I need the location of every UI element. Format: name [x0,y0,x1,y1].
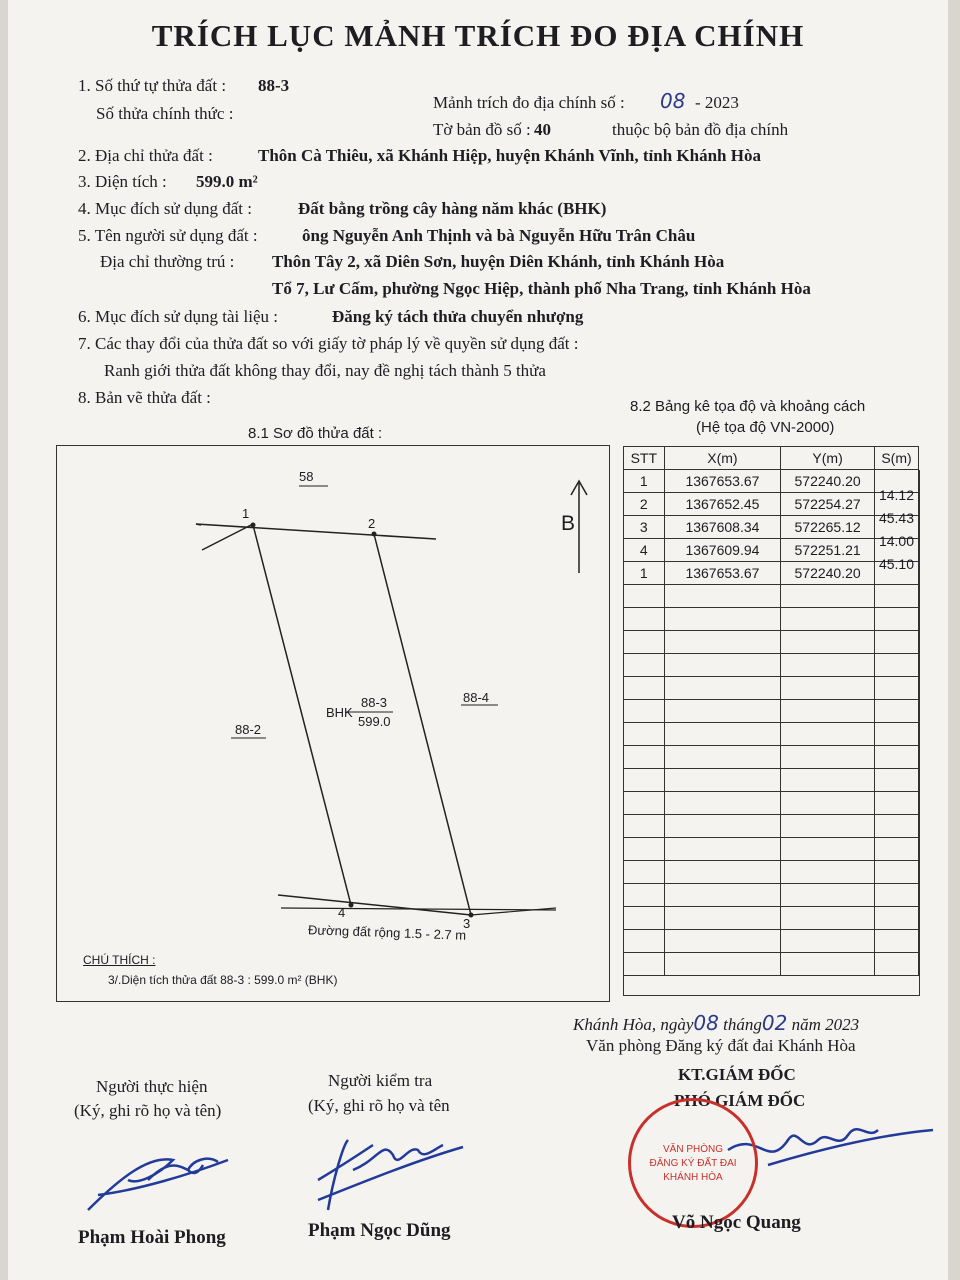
performer-title: Người thực hiện [96,1077,208,1096]
road-label: Đường đất rộng 1.5 - 2.7 m [307,922,467,943]
doc-purpose: Đăng ký tách thửa chuyển nhượng [332,307,584,326]
cell-s: 14.12 [874,481,918,504]
neighbor-left-label: 88-2 [235,722,262,737]
doc-purpose-label: 6. Mục đích sử dụng tài liệu : [78,307,278,326]
residence-label: Địa chỉ thường trú : [100,252,235,271]
checker-title: Người kiểm tra [328,1071,433,1090]
table-header-row [624,447,919,470]
changes: Ranh giới thửa đất không thay đổi, nay đề nghị tách thành 5 thửa [104,361,546,380]
parcel-type-label: BHK [326,705,353,720]
owner: ông Nguyễn Anh Thịnh và bà Nguyễn Hữu Trân Châu [302,226,696,245]
boundary-stub [196,524,201,525]
cell-x: 1367652.45 [664,493,781,516]
sheet-suffix: thuộc bộ bản đồ địa chính [612,120,789,139]
office-stamp [628,1098,758,1228]
director-title-2: PHÓ GIÁM ĐỐC [674,1091,806,1110]
document-page [8,0,948,1280]
neighbor-right-label: 88-4 [463,690,490,705]
map-sheet-label: Mảnh trích đo địa chính số : [433,93,625,112]
date-month: 02 [761,1011,788,1035]
point-label-4: 4 [338,905,346,920]
edge-4-3 [278,895,471,915]
point-4-mark [349,903,354,908]
cell-stt: 3 [624,516,665,539]
col-stt: STT [624,447,665,470]
cell-stt: 2 [624,493,665,516]
purpose-label: 4. Mục đích sử dụng đất : [78,199,253,218]
date-place [573,1011,859,1035]
north-label: B [561,512,576,535]
point-label-1: 1 [242,506,250,521]
stamp-line-3: KHÁNH HÒA [663,1172,723,1183]
cell-y: 572254.27 [781,493,875,516]
point-2-mark [372,532,377,537]
director-title-1: KT.GIÁM ĐỐC [678,1065,796,1084]
table-heading-2: (Hệ tọa độ VN-2000) [696,419,835,436]
cell-y: 572240.20 [781,470,875,493]
stamp-line-2: ĐĂNG KÝ ĐẤT ĐAI [649,1158,737,1169]
cell-x: 1367653.67 [664,470,781,493]
table-frame-extension [623,470,920,996]
residence-2: Tổ 7, Lư Cấm, phường Ngọc Hiệp, thành phố Nha Trang, tỉnh Khánh Hòa [272,279,811,298]
parcel-no-label: 1. Số thứ tự thửa đất : [78,76,227,95]
performer-note: (Ký, ghi rõ họ và tên) [74,1101,222,1120]
cell-y: 572265.12 [781,516,875,539]
road-line-top [196,524,436,539]
map-sheet-no: 08 [660,89,686,113]
date-year: năm 2023 [791,1015,860,1034]
parcel-area-label: 599.0 [358,714,391,729]
neighbor-edge [202,524,253,550]
checker-name: Phạm Ngọc Dũng [308,1220,451,1241]
official-no-label: Số thửa chính thức : [96,104,234,123]
cell-s: 45.10 [874,550,918,573]
owner-label: 5. Tên người sử dụng đất : [78,226,258,245]
area: 599.0 m² [196,172,258,191]
address-label: 2. Địa chỉ thửa đất : [78,146,213,165]
col-y: Y(m) [781,447,875,470]
sheet-no: 40 [534,120,551,139]
cell-s: 45.43 [874,504,918,527]
director-name: Võ Ngọc Quang [672,1212,801,1233]
cell-stt: 1 [624,562,665,585]
diagram-heading: 8.1 Sơ đồ thửa đất : [248,425,383,442]
table-heading-1: 8.2 Bảng kê tọa độ và khoảng cách [630,398,866,415]
col-s: S(m) [874,447,918,470]
parcel-id-label: 88-3 [361,695,388,710]
performer-name: Phạm Hoài Phong [78,1227,226,1248]
col-x: X(m) [664,447,781,470]
date-month-label: tháng [723,1015,762,1034]
performer-signature [78,1140,238,1220]
point-label-2: 2 [368,516,376,531]
cell-y: 572251.21 [781,539,875,562]
address: Thôn Cà Thiêu, xã Khánh Hiệp, huyện Khánh Vĩnh, tỉnh Khánh Hòa [258,146,761,165]
drawing-label: 8. Bản vẽ thửa đất : [78,388,211,407]
office-name: Văn phòng Đăng ký đất đai Khánh Hòa [586,1036,856,1055]
legend-text: 3/.Diện tích thửa đất 88-3 : 599.0 m² (BHK) [108,973,338,987]
parcel-no: 88-3 [258,76,290,95]
checker-note: (Ký, ghi rõ họ và tên [308,1096,450,1115]
date-prefix: Khánh Hòa, ngày [573,1015,694,1034]
cell-s: 14.00 [874,527,918,550]
changes-label: 7. Các thay đổi của thửa đất so với giấy tờ pháp lý về quyền sử dụng đất : [78,334,579,353]
purpose: Đất bằng trồng cây hàng năm khác (BHK) [298,199,607,218]
sheet-label: Tờ bản đồ số : [433,120,531,139]
cell-stt: 4 [624,539,665,562]
document-title: TRÍCH LỤC MẢNH TRÍCH ĐO ĐỊA CHÍNH [151,18,805,53]
point-label-3: 3 [463,916,471,931]
legend-title: CHÚ THÍCH : [83,953,156,967]
residence-1: Thôn Tây 2, xã Diên Sơn, huyện Diên Khánh, tỉnh Khánh Hòa [272,252,725,271]
cell-x: 1367609.94 [664,539,781,562]
date-day: 08 [693,1011,719,1035]
area-label: 3. Diện tích : [78,172,167,191]
cell-x: 1367608.34 [664,516,781,539]
checker-signature [298,1125,468,1215]
point-1-mark [251,523,256,528]
stamp-line-1: VĂN PHÒNG [662,1144,723,1155]
cell-stt: 1 [624,470,665,493]
cell-x: 1367653.67 [664,562,781,585]
map-sheet-year: - 2023 [695,93,739,112]
cell-y: 572240.20 [781,562,875,585]
neighbor-top-label: 58 [299,469,314,484]
parcel-diagram [56,445,608,1000]
